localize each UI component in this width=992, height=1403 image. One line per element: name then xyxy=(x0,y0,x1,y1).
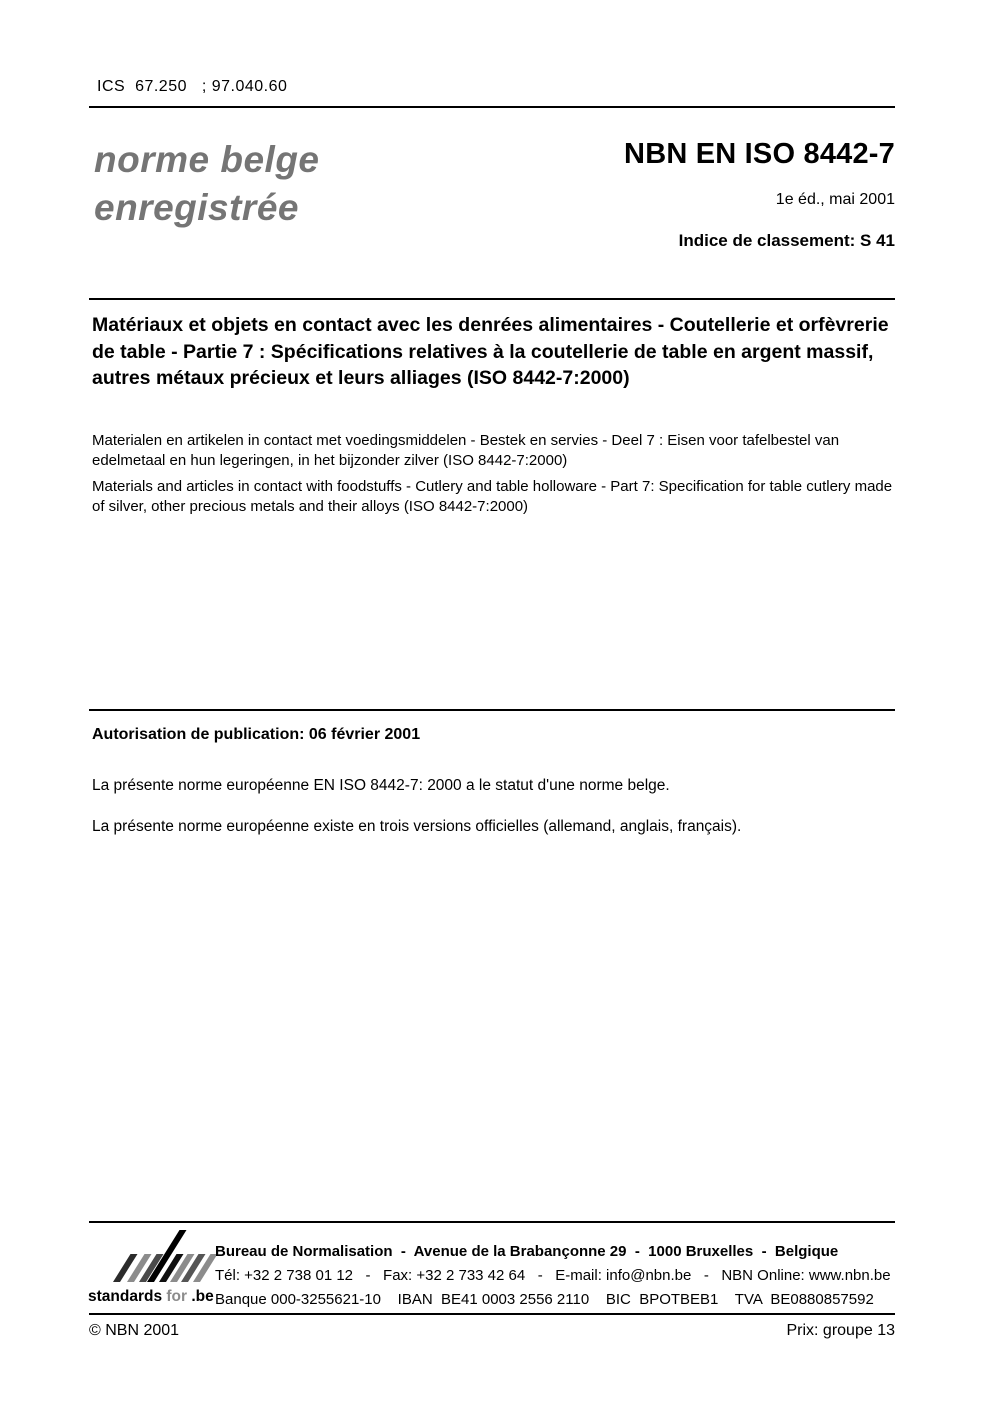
footer-rule xyxy=(89,1221,895,1223)
copyright-notice: © NBN 2001 xyxy=(89,1322,180,1339)
nbn-logo-tagline xyxy=(88,1288,214,1306)
title-dutch: Materialen en artikelen in contact met voedingsmiddelen - Bestek en servies - Deel 7 : Eisen voor tafelbestel van edelmetaal en hun legeringen, in het bijzonder zilver (ISO 8442-7:2000) xyxy=(92,432,840,469)
versions-sentence: La présente norme européenne existe en trois versions officielles (allemand, anglais, français). xyxy=(92,818,742,835)
title-french: Matériaux et objets en contact avec les denrées alimentaires - Coutellerie et orfèvrerie de table - Partie 7 : Spécifications relatives à la coutellerie de table en argent massif, autres métaux précieux et leurs alliages (ISO 8442-7:2000) xyxy=(92,314,889,389)
authorization-rule xyxy=(89,709,895,711)
nbn-logo-icon xyxy=(100,1230,212,1282)
authorization-label: Autorisation de publication: 06 février 2001 xyxy=(92,726,421,743)
tagline-standards: standards xyxy=(88,1288,163,1305)
standard-number: NBN EN ISO 8442-7 xyxy=(624,138,895,170)
publisher-contact: Tél: +32 2 738 01 12 - Fax: +32 2 733 42 64 - E-mail: info@nbn.be - NBN Online: www.nbn.be xyxy=(215,1267,891,1284)
publisher-info xyxy=(215,1240,891,1312)
header-rule xyxy=(89,298,895,300)
norme-belge-line2: enregistrée xyxy=(94,187,299,228)
publisher-bank: Banque 000-3255621-10 IBAN BE41 0003 2556 2110 BIC BPOTBEB1 TVA BE0880857592 xyxy=(215,1291,874,1308)
price-group: Prix: groupe 13 xyxy=(786,1322,895,1339)
edition-date: 1e éd., mai 2001 xyxy=(775,191,895,208)
top-rule xyxy=(89,106,895,108)
tagline-for: for xyxy=(162,1288,192,1305)
ics-codes: ICS 67.250 ; 97.040.60 xyxy=(97,78,288,95)
status-sentence: La présente norme européenne EN ISO 8442-7: 2000 a le statut d'une norme belge. xyxy=(92,777,670,794)
tagline-be: .be xyxy=(191,1288,214,1305)
norme-belge-line1: norme belge xyxy=(94,139,320,180)
title-english: Materials and articles in contact with foodstuffs - Cutlery and table holloware - Part 7: Specification for table cutlery made of silver, other precious metals and their alloys (ISO 8442-7:2000) xyxy=(92,478,893,515)
bottom-rule xyxy=(89,1313,895,1315)
publisher-address: Bureau de Normalisation - Avenue de la Brabançonne 29 - 1000 Bruxelles - Belgique xyxy=(215,1243,839,1260)
classification-index: Indice de classement: S 41 xyxy=(678,231,895,250)
norme-belge-heading xyxy=(94,136,320,232)
